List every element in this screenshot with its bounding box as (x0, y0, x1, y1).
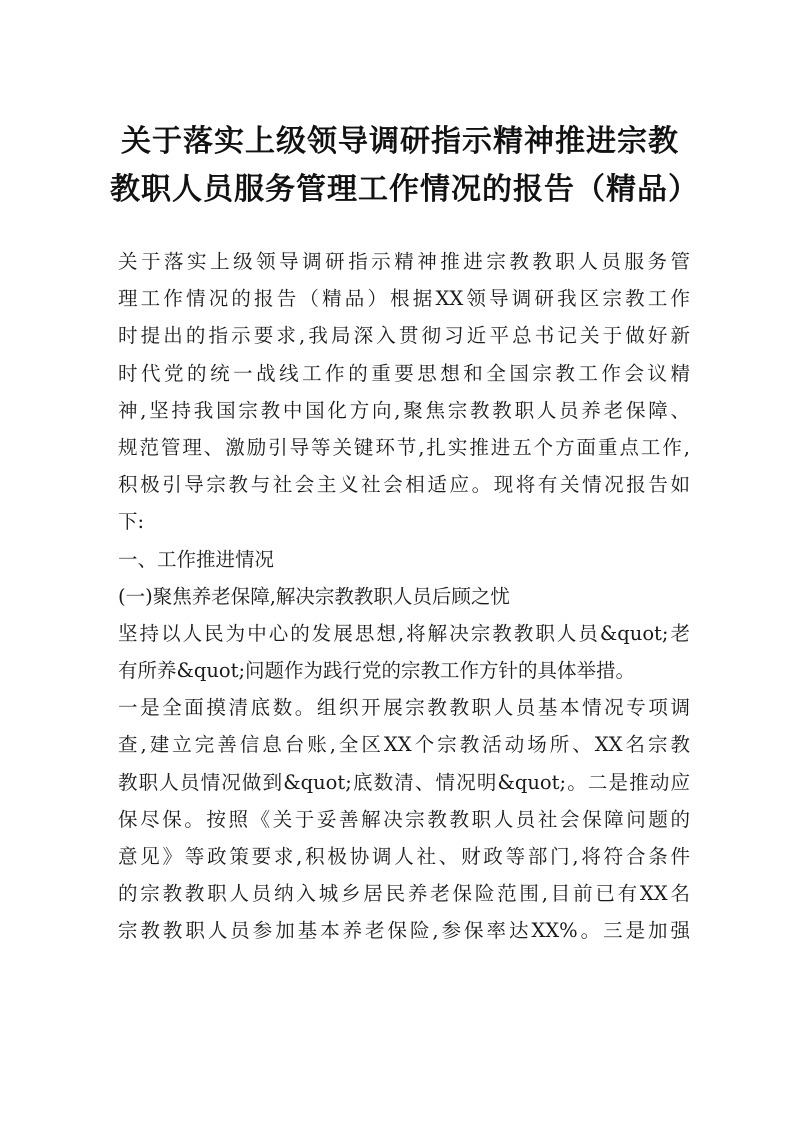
body-line: 坚持以人民为中心的发展思想,将解决宗教教职人员&quot;老 (118, 621, 690, 645)
body-line: 查,建立完善信息台账,全区XX个宗教活动场所、XX名宗教 (118, 733, 690, 757)
body-line: 有所养&quot;问题作为践行党的宗教工作方针的具体举措。 (118, 659, 636, 683)
body-line: 时代党的统一战线工作的重要思想和全国宗教工作会议精 (118, 361, 690, 385)
body-line: 积极引导宗教与社会主义社会相适应。现将有关情况报告如 (118, 473, 690, 497)
document-body (118, 243, 690, 950)
section-heading: 一、工作推进情况 (118, 547, 275, 571)
body-line: 的宗教教职人员纳入城乡居民养老保险范围,目前已有XX名 (118, 882, 690, 906)
title-line: 教职人员服务管理工作情况的报告（精品） (110, 172, 699, 207)
body-line: 下: (118, 510, 145, 534)
body-line: 理工作情况的报告（精品）根据XX领导调研我区宗教工作 (118, 287, 690, 311)
document-title (110, 118, 699, 214)
body-line: 时提出的指示要求,我局深入贯彻习近平总书记关于做好新 (118, 324, 690, 348)
body-line: 保尽保。按照《关于妥善解决宗教教职人员社会保障问题的 (118, 807, 690, 831)
body-line: 宗教教职人员参加基本养老保险,参保率达XX%。三是加强 (118, 919, 690, 943)
body-line: 关于落实上级领导调研指示精神推进宗教教职人员服务管 (118, 250, 690, 273)
body-line: 意见》等政策要求,积极协调人社、财政等部门,将符合条件 (118, 845, 690, 868)
body-line: 一是全面摸清底数。组织开展宗教教职人员基本情况专项调 (118, 696, 690, 720)
body-line: 神,坚持我国宗教中国化方向,聚焦宗教教职人员养老保障、 (118, 398, 690, 422)
body-line: 规范管理、激励引导等关键环节,扎实推进五个方面重点工作, (118, 435, 690, 459)
subsection-heading: (一)聚焦养老保障,解决宗教教职人员后顾之忧 (118, 584, 510, 608)
title-line: 关于落实上级领导调研指示精神推进宗教 (121, 124, 679, 159)
body-line: 教职人员情况做到&quot;底数清、情况明&quot;。二是推动应 (118, 770, 690, 794)
